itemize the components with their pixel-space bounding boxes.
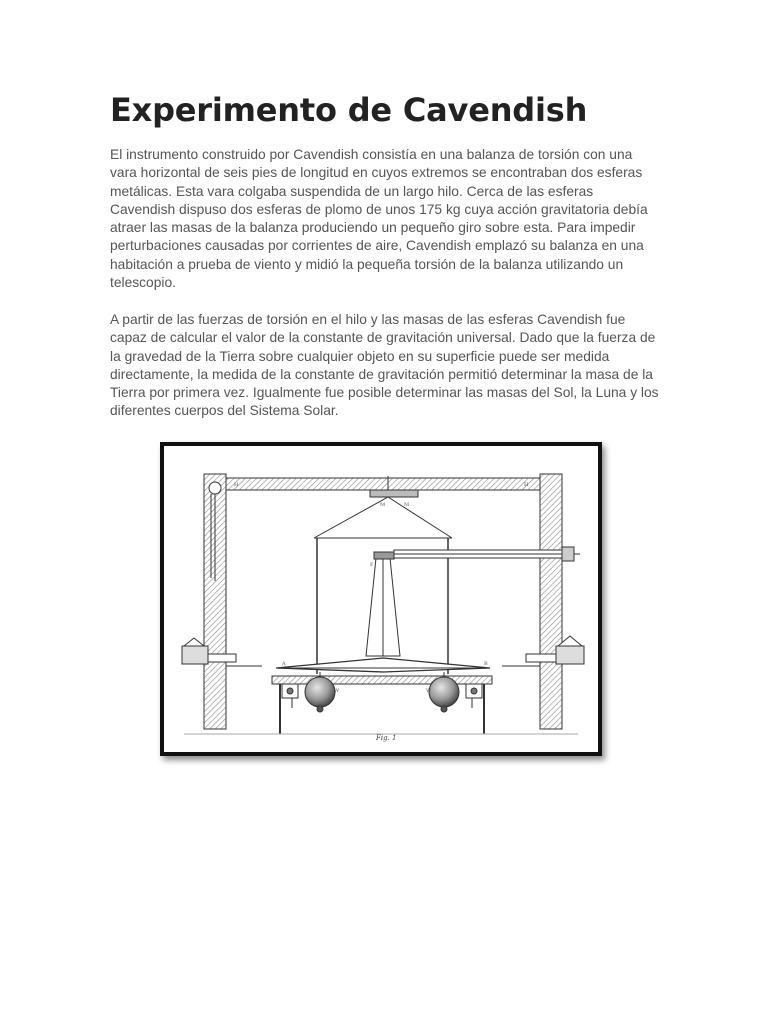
paragraph-1: El instrumento construido por Cavendish consistía en una balanza de torsión con una vara horizontal de seis pies de longitud en cuyos extremos se encontraban dos esferas metálicas. Esta vara colgaba suspendida de un largo hilo. Cerca de las esferas Cavendish dispuso dos esferas de plomo de unos 175 kg cuya acción gravitatoria debía atraer las masas de la balanza produciendo un pequeño giro sobre esta. Para impedir perturbaciones causadas por corrientes de aire, Cavendish emplazó su balanza en una habitación a prueba de viento y midió la pequeña torsión de la balanza utilizando un telescopio. [110,147,648,291]
svg-text:M: M [380,502,386,508]
top-beam [226,478,540,490]
svg-text:H: H [524,482,529,488]
svg-text:A: A [282,661,286,667]
cavendish-apparatus-illustration [164,446,598,752]
svg-text:H: H [234,482,239,488]
svg-text:W: W [334,688,340,694]
lead-sphere-right [429,677,459,707]
lead-sphere-left [305,677,335,707]
lower-stand-table [272,676,492,684]
svg-text:M: M [404,502,410,508]
svg-text:B: B [484,661,488,667]
svg-text:F: F [370,562,374,568]
cavendish-apparatus-figure [160,442,602,756]
right-wall-post [540,474,562,729]
figure-caption: Fig. 1 [376,734,397,742]
svg-text:W: W [426,688,432,694]
paragraph-2: A partir de las fuerzas de torsión en el hilo y las masas de las esferas Cavendish fue capaz de calcular el valor de la constante de gravitación universal. Dado que la fuerza de la gravedad de la Tierra sobre cualquier objeto en su superficie puede ser medida directamente, la medida de la constante de gravitación permitió determinar la masa de la Tierra por primera vez. Igualmente fue posible determinar las masas del Sol, la Luna y los diferentes cuerpos del Sistema Solar. [110,312,659,419]
document-title: Experimento de Cavendish [110,91,588,129]
